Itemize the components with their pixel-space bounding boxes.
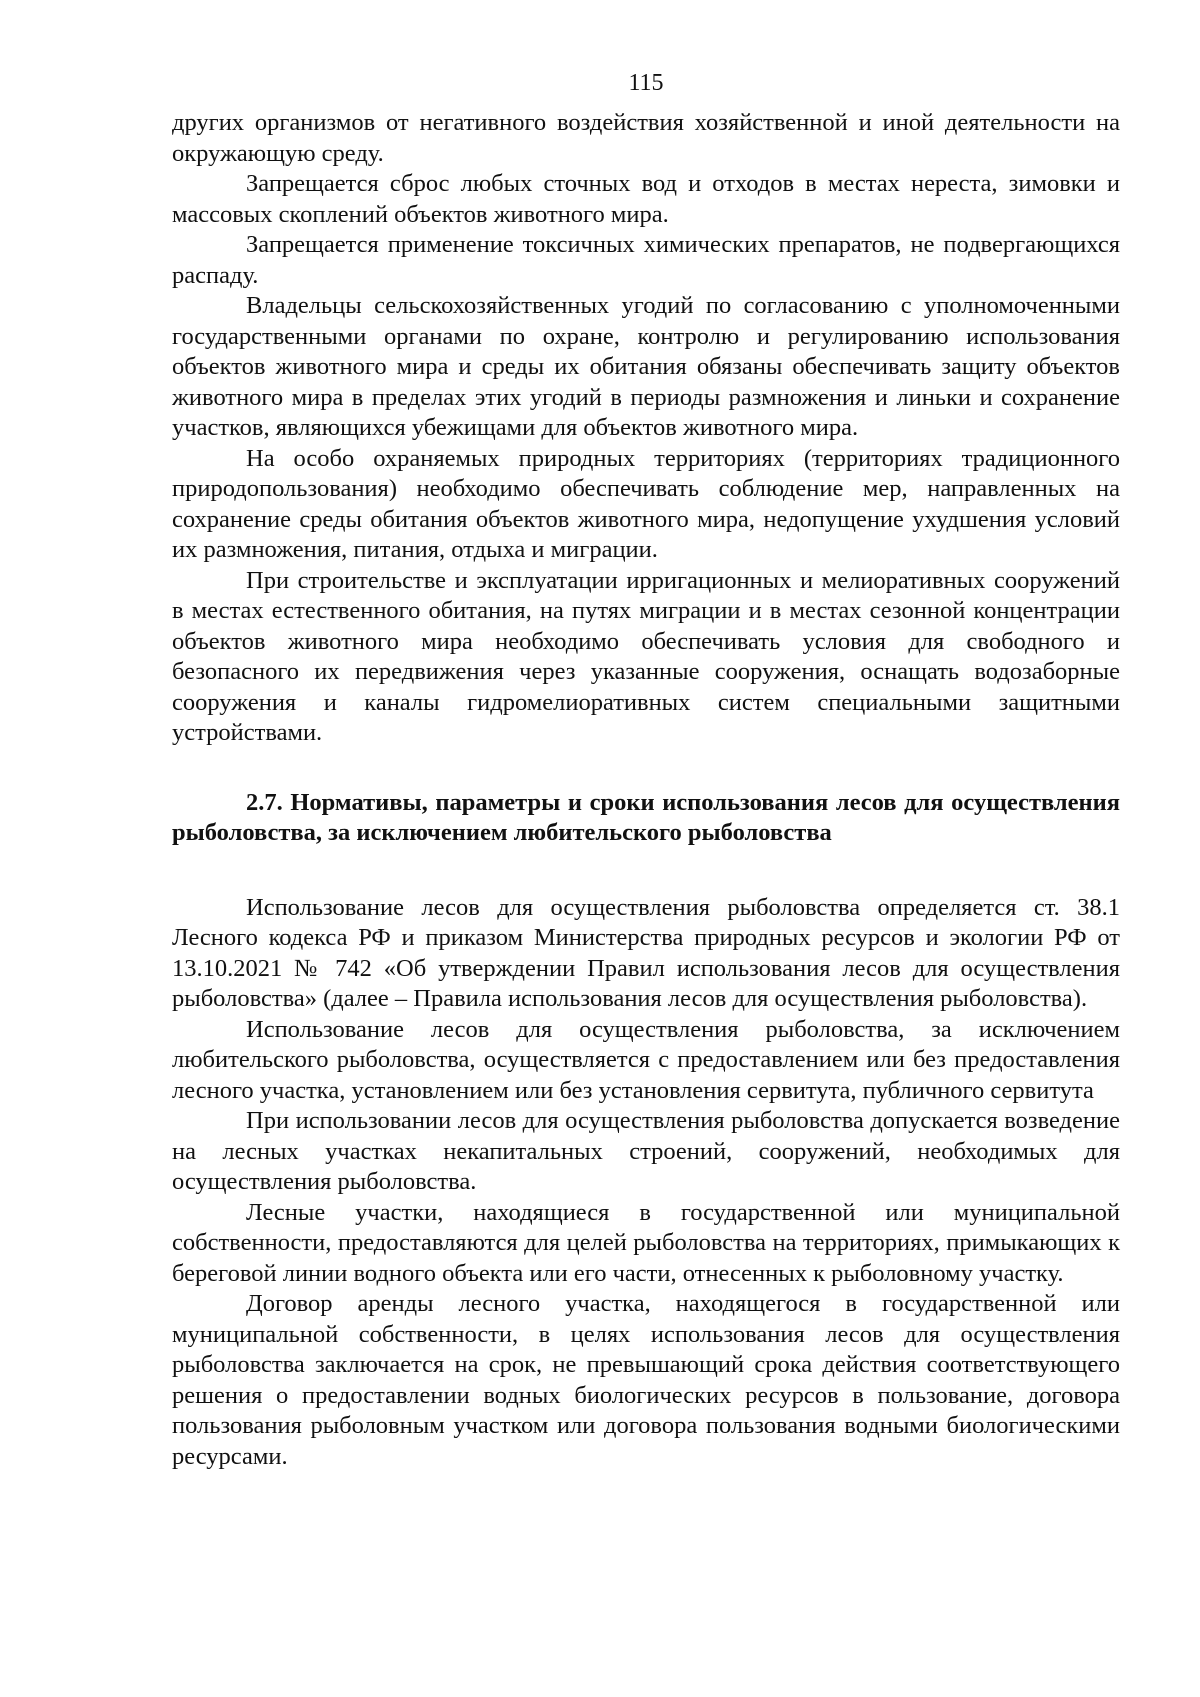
- document-page: [172, 68, 1120, 1472]
- paragraph-temporary-structures: При использовании лесов для осуществления рыболовства допускается возведение на лесных участках некапитальных строений, сооружений, необходимых для осуществления рыболовства.: [172, 1107, 1120, 1195]
- page-number: 115: [628, 70, 664, 96]
- paragraph-protected-areas: На особо охраняемых природных территориях (территориях традиционного природопользования) необходимо обеспечивать соблюдение мер, направленных на сохранение среды обитания объектов животного мира, недопущение ухудшения условий их размножения, питания, отдыха и миграции.: [172, 444, 1120, 563]
- paragraph-lease-agreement: Договор аренды лесного участка, находящегося в государственной или муниципальной собственности, в целях использования лесов для осуществления рыболовства заключается на срок, не превышающий срока действия соответствующего решения о предоставлении водных биологических ресурсов в пользование, договора пользования рыболовным участком или договора пользования водными биологическими ресурсами.: [172, 1290, 1120, 1470]
- paragraph-irrigation: При строительстве и эксплуатации ирригационных и мелиоративных сооружений в местах естественного обитания, на путях миграции и в местах сезонной концентрации объектов животного мира необходимо обеспечивать условия для свободного и безопасного их передвижения через указанные сооружения, оснащать водозаборные сооружения и каналы гидромелиоративных систем специальными защитными устройствами.: [172, 566, 1120, 746]
- paragraph-landowners: Владельцы сельскохозяйственных угодий по согласованию с уполномоченными государственными органами по охране, контролю и регулированию использования объектов животного мира и среды их обитания обязаны обеспечивать защиту объектов животного мира в пределах этих угодий в периоды размножения и линьки и сохранение участков, являющихся убежищами для объектов животного мира.: [172, 292, 1120, 441]
- paragraph-continuation: других организмов от негативного воздействия хозяйственной и иной деятельности на окружающую среду.: [172, 109, 1120, 167]
- section-heading: 2.7. Нормативы, параметры и сроки использования лесов для осуществления рыболовства, за исключением любительского рыболовства: [172, 788, 1120, 846]
- paragraph-forest-use-modes: Использование лесов для осуществления рыболовства, за исключением любительского рыболовства, осуществляется с предоставлением или без предоставления лесного участка, установлением или без установления сервитута, публичного сервитута: [172, 1015, 1120, 1104]
- paragraph-forest-use-basis: Использование лесов для осуществления рыболовства определяется ст. 38.1 Лесного кодекса РФ и приказом Министерства природных ресурсов и экологии РФ от 13.10.2021 № 742 «Об утверждении Правил использования лесов для осуществления рыболовства» (далее – Правила использования лесов для осуществления рыболовства).: [172, 893, 1120, 1012]
- paragraph-land-plots: Лесные участки, находящиеся в государственной или муниципальной собственности, предоставляются для целей рыболовства на территориях, примыкающих к береговой линии водного объекта или его части, отнесенных к рыболовному участку.: [172, 1198, 1120, 1287]
- paragraph-toxic-ban: Запрещается применение токсичных химических препаратов, не подвергающихся распаду.: [172, 231, 1120, 289]
- paragraph-discharge-ban: Запрещается сброс любых сточных вод и отходов в местах нереста, зимовки и массовых скоплений объектов животного мира.: [172, 170, 1120, 228]
